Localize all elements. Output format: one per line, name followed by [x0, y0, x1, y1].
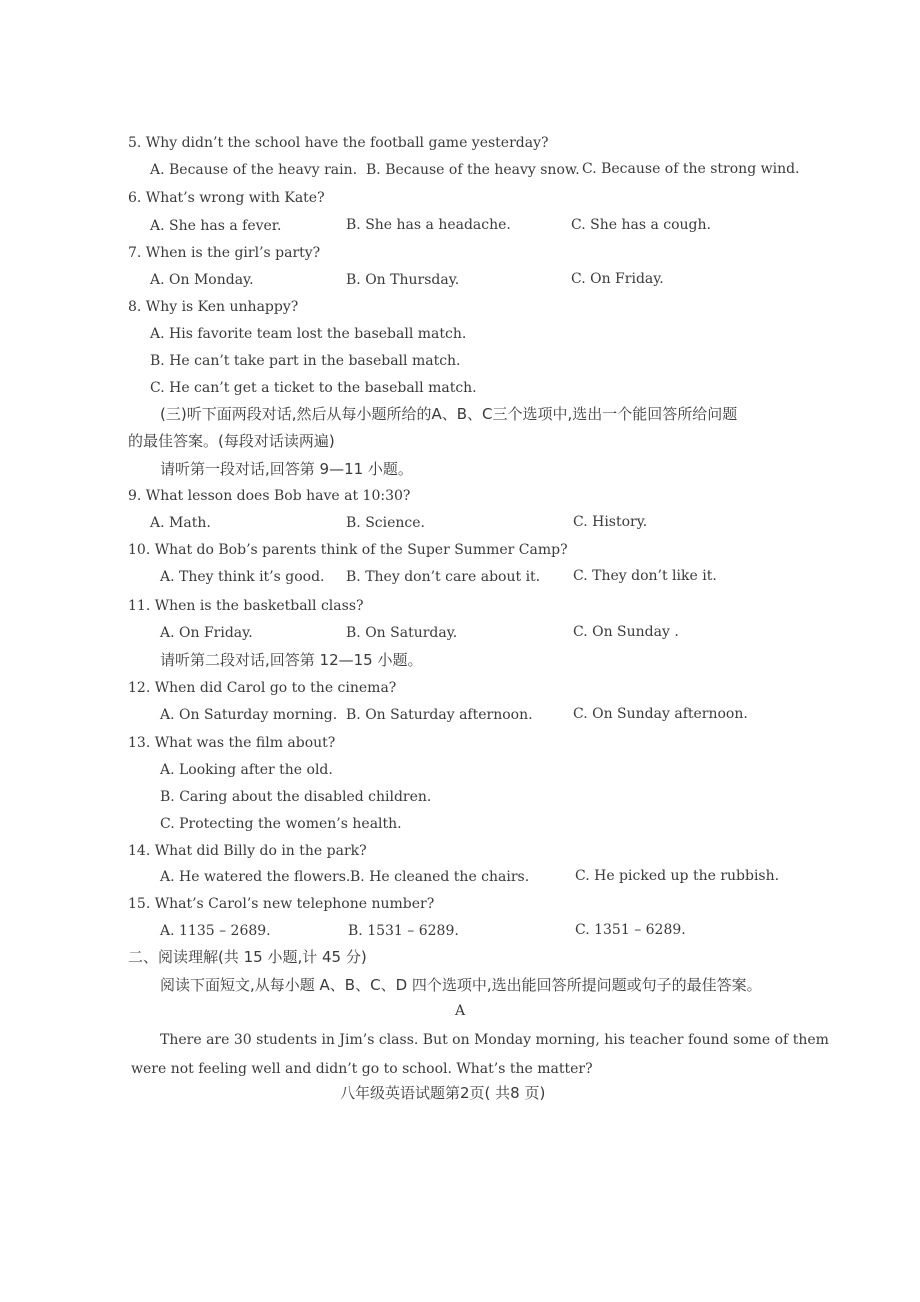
q5-option-b: B. Because of the heavy snow.: [366, 162, 580, 178]
dialog1-instruction: 请听第一段对话,回答第 9—11 小题。: [160, 460, 413, 478]
dialog2-instruction: 请听第二段对话,回答第 12—15 小题。: [160, 651, 423, 669]
q11-option-b: B. On Saturday.: [346, 625, 458, 641]
passage-label: A: [455, 1003, 466, 1019]
q7-option-c: C. On Friday.: [571, 271, 664, 287]
q15-question: 15. What’s Carol’s new telephone number?: [128, 896, 435, 912]
section3-instruction-line2: 的最佳答案。(每段对话读两遍): [128, 432, 335, 450]
q13-question: 13. What was the film about?: [128, 735, 336, 751]
q12-option-a: A. On Saturday morning.: [160, 707, 338, 723]
q7-question: 7. When is the girl’s party?: [128, 245, 321, 261]
q14-question: 14. What did Billy do in the park?: [128, 843, 367, 859]
reading-instruction: 阅读下面短文,从每小题 A、B、C、D 四个选项中,选出能回答所提问题或句子的最佳答案。: [160, 976, 762, 994]
q11-option-a: A. On Friday.: [160, 625, 253, 641]
q10-option-c: C. They don’t like it.: [573, 568, 717, 584]
q5-option-c: C. Because of the strong wind.: [582, 161, 800, 177]
q9-option-a: A. Math.: [150, 515, 211, 531]
q14-option-c: C. He picked up the rubbish.: [575, 868, 780, 884]
q9-option-b: B. Science.: [346, 515, 425, 531]
q5-option-a: A. Because of the heavy rain.: [150, 162, 358, 178]
q10-option-a: A. They think it’s good.: [160, 569, 325, 585]
section3-instruction-line1: (三)听下面两段对话,然后从每小题所给的A、B、C三个选项中,选出一个能回答所给问题: [160, 405, 738, 423]
q11-option-c: C. On Sunday .: [573, 624, 679, 640]
q9-question: 9. What lesson does Bob have at 10:30?: [128, 488, 411, 504]
passage-line2: were not feeling well and didn’t go to school. What’s the matter?: [131, 1061, 593, 1077]
q15-option-a: A. 1135 – 2689.: [160, 923, 271, 939]
q9-option-c: C. History.: [573, 514, 648, 530]
q8-option-c: C. He can’t get a ticket to the baseball match.: [150, 380, 477, 396]
q5-question: 5. Why didn’t the school have the football game yesterday?: [128, 135, 549, 151]
q15-option-c: C. 1351 – 6289.: [575, 922, 686, 938]
q15-option-b: B. 1531 – 6289.: [348, 923, 459, 939]
q6-option-a: A. She has a fever.: [150, 218, 282, 234]
q7-option-a: A. On Monday.: [150, 272, 254, 288]
q12-option-b: B. On Saturday afternoon.: [346, 707, 533, 723]
q12-question: 12. When did Carol go to the cinema?: [128, 680, 397, 696]
passage-line1: There are 30 students in Jim’s class. But on Monday morning, his teacher found some of them: [160, 1032, 829, 1048]
q8-option-a: A. His favorite team lost the baseball match.: [150, 326, 467, 342]
q8-option-b: B. He can’t take part in the baseball match.: [150, 353, 461, 369]
q13-option-c: C. Protecting the women’s health.: [160, 816, 402, 832]
q13-option-b: B. Caring about the disabled children.: [160, 789, 432, 805]
q14-option-a: A. He watered the flowers.: [160, 869, 351, 885]
q10-question: 10. What do Bob’s parents think of the Super Summer Camp?: [128, 542, 568, 558]
q8-question: 8. Why is Ken unhappy?: [128, 299, 299, 315]
q10-option-b: B. They don’t care about it.: [346, 569, 541, 585]
q13-option-a: A. Looking after the old.: [160, 762, 333, 778]
q6-question: 6. What’s wrong with Kate?: [128, 190, 325, 206]
q11-question: 11. When is the basketball class?: [128, 598, 364, 614]
q6-option-b: B. She has a headache.: [346, 217, 511, 233]
reading-section-title: 二、阅读理解(共 15 小题,计 45 分): [128, 948, 367, 966]
q12-option-c: C. On Sunday afternoon.: [573, 706, 748, 722]
page-footer: 八年级英语试题第2页( 共8 页): [340, 1084, 546, 1102]
q14-option-b: B. He cleaned the chairs.: [350, 869, 530, 885]
q7-option-b: B. On Thursday.: [346, 272, 460, 288]
q6-option-c: C. She has a cough.: [571, 217, 711, 233]
